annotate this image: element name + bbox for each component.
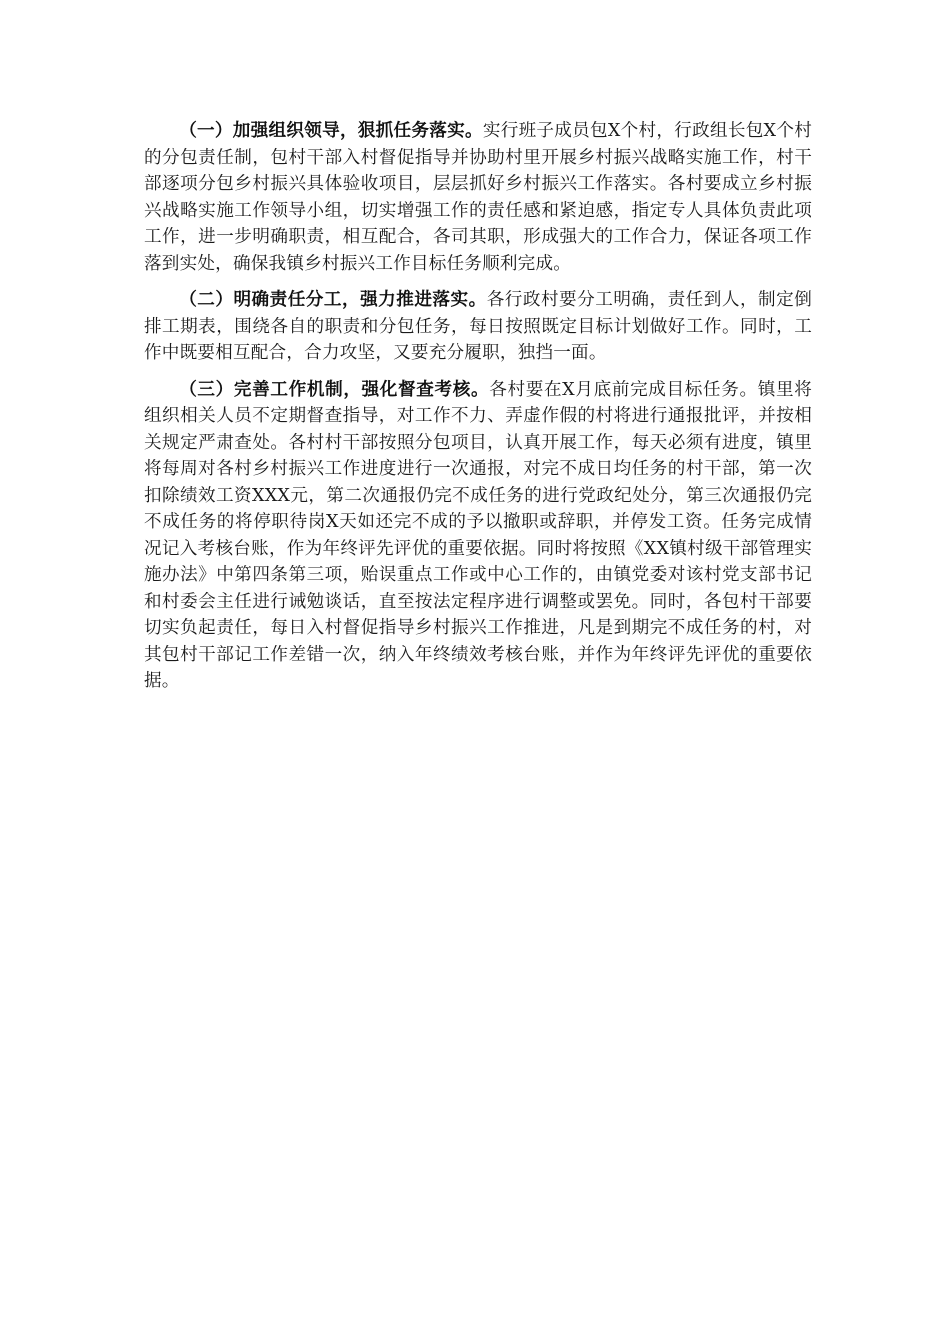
- paragraph-3: [144, 377, 812, 695]
- paragraph-1-heading: （一）加强组织领导，狠抓任务落实。: [179, 121, 483, 141]
- paragraph-3-heading: （三）完善工作机制，强化督查考核。: [179, 379, 490, 400]
- paragraph-2-heading: （二）明确责任分工，强力推进落实。: [179, 290, 487, 310]
- paragraph-1-text: 实行班子成员包X个村，行政组长包X个村的分包责任制，包村干部入村督促指导并协助村里开展乡村振兴战略实施工作，村干部逐项分包乡村振兴具体验收项目，层层抓好乡村振兴工作落实。各村要成立乡村振兴战略实施工作领导小组，切实增强工作的责任感和紧迫感，指定专人具体负责此项工作，进一步明确职责，相互配合，各司其职，形成强大的工作合力，保证各项工作落到实处，确保我镇乡村振兴工作目标任务顺利完成。: [144, 121, 813, 274]
- paragraph-2: [144, 287, 812, 367]
- paragraph-3-text: 各村要在X月底前完成目标任务。镇里将组织相关人员不定期督查指导，对工作不力、弄虚作假的村将进行通报批评，并按相关规定严肃查处。各村村干部按照分包项目，认真开展工作，每天必须有进度，镇里将每周对各村乡村振兴工作进度进行一次通报，对完不成日均任务的村干部，第一次扣除绩效工资XXX元，第二次通报仍完不成任务的进行党政纪处分，第三次通报仍完不成任务的将停职待岗X天如还完不成的予以撤职或辞职，并停发工资。任务完成情况记入考核台账，作为年终评先评优的重要依据。同时将按照《XX镇村级干部管理实施办法》中第四条第三项，贻误重点工作或中心工作的，由镇党委对该村党支部书记和村委会主任进行诫勉谈话，直至按法定程序进行调整或罢免。同时，各包村干部要切实负起责任，每日入村督促指导乡村振兴工作推进，凡是到期完不成任务的村，对其包村干部记工作差错一次，纳入年终绩效考核台账，并作为年终评先评优的重要依据。: [144, 379, 812, 691]
- paragraph-1: [144, 118, 812, 277]
- document-body: [144, 118, 812, 705]
- paragraph-2-text: 各行政村要分工明确，责任到人，制定倒排工期表，围绕各自的职责和分包任务，每日按照既定目标计划做好工作。同时，工作中既要相互配合，合力攻坚，又要充分履职，独挡一面。: [144, 290, 813, 363]
